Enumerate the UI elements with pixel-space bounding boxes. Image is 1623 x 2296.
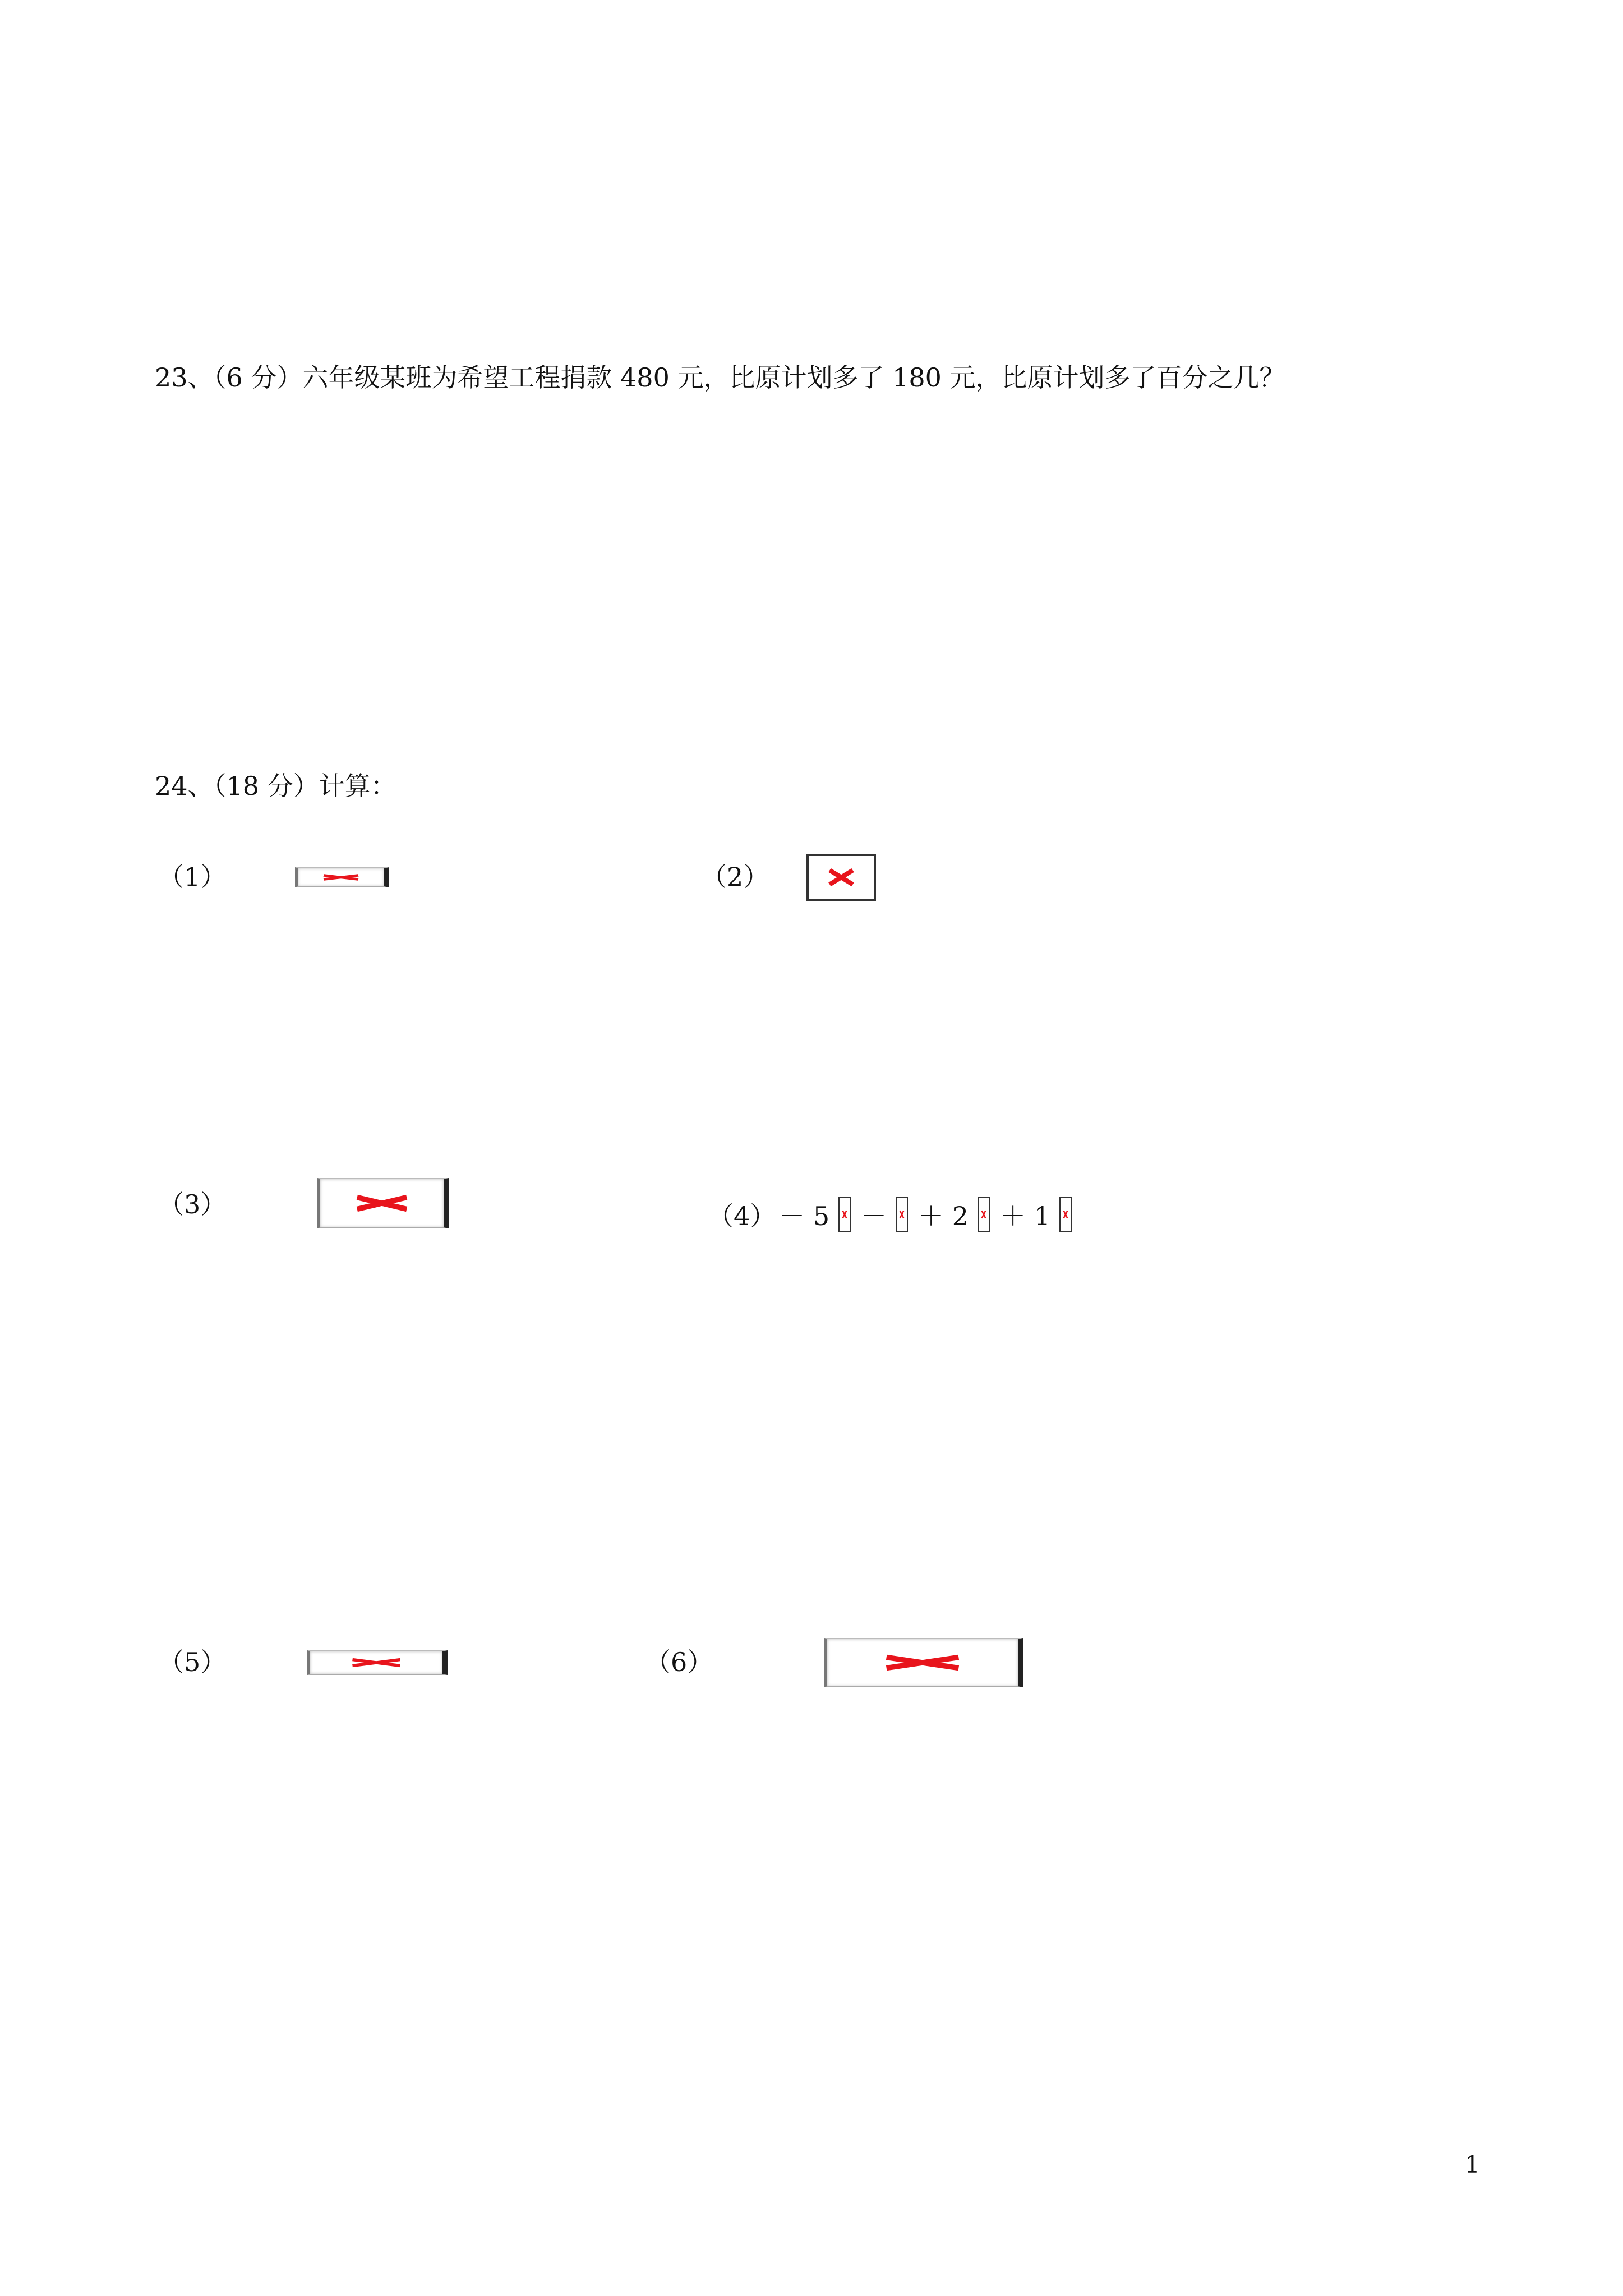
term-plus-1: ＋ 1: [1000, 1201, 1050, 1231]
term-minus-5: － 5: [779, 1201, 830, 1231]
item-1-label: （1）: [158, 862, 227, 892]
item-2-label: （2）: [701, 862, 769, 892]
question-23-text: 23、（6 分）六年级某班为希望工程捐款 480 元，比原计划多了 180 元，比原计划多了百分之几？: [155, 362, 1285, 393]
item-5-label: （5）: [158, 1647, 227, 1677]
broken-image-icon: [307, 1650, 448, 1675]
item-4-label: （4）: [708, 1201, 776, 1231]
broken-image-icon: [824, 1638, 1023, 1687]
question-24-title: 24、（18 分）计算：: [155, 771, 396, 801]
broken-image-icon: [1059, 1197, 1072, 1232]
broken-image-icon: [295, 867, 389, 887]
page-number: 1: [1465, 2151, 1480, 2178]
term-plus-2: ＋ 2: [918, 1201, 969, 1231]
operator-minus: －: [861, 1201, 887, 1231]
broken-image-icon: [806, 854, 876, 901]
broken-image-icon: [896, 1197, 908, 1232]
item-3-label: （3）: [158, 1189, 227, 1220]
broken-image-icon: [317, 1178, 449, 1228]
broken-image-icon: [838, 1197, 851, 1232]
item-6-label: （6）: [645, 1647, 713, 1677]
broken-image-icon: [978, 1197, 990, 1232]
item-4-expression: [708, 1196, 1082, 1233]
